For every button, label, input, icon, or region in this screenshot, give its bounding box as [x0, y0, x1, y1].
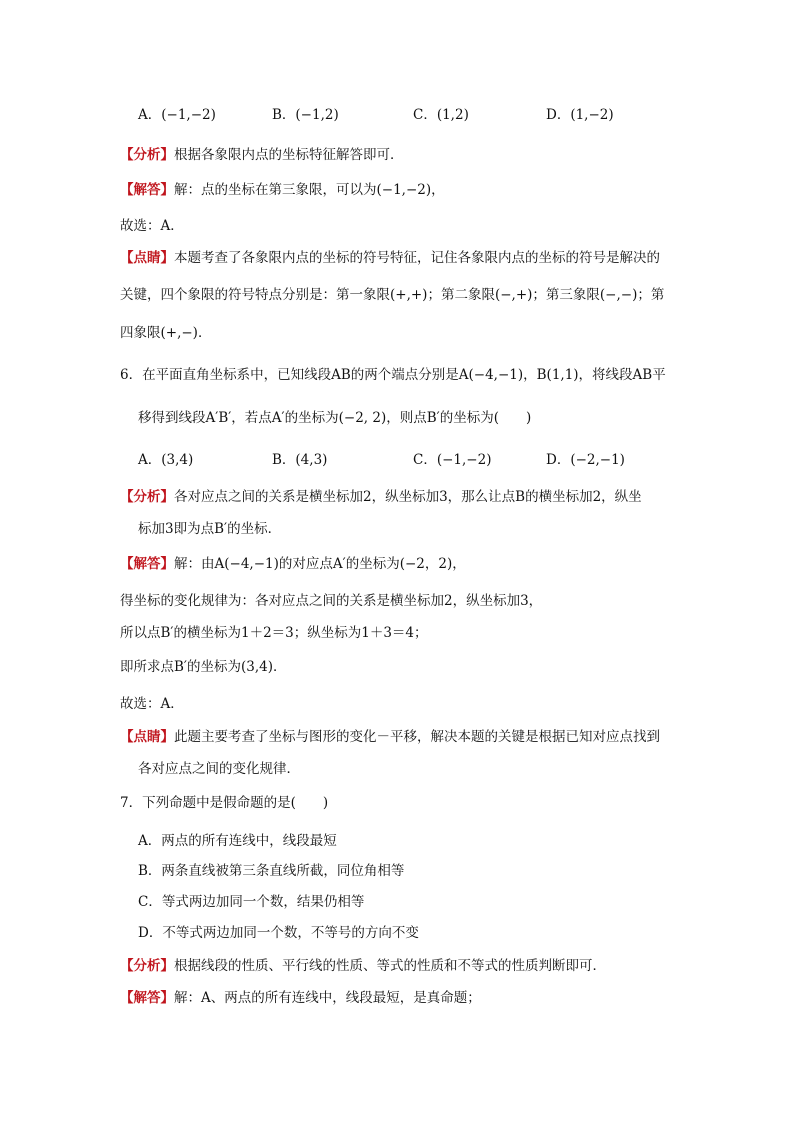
- q7-analysis: [120, 956, 606, 976]
- q5-analysis: [120, 145, 404, 165]
- q6-option-b: B．(4,3): [272, 452, 328, 468]
- q5-answer: [120, 180, 445, 200]
- comment-tag: 【点睛】: [120, 729, 174, 745]
- q6-comment-line-1: [120, 727, 660, 747]
- q6-analysis-text-1: 各对应点之间的关系是横坐标加2，纵坐标加3，那么让点B的横坐标加2，纵坐: [174, 489, 642, 505]
- q5-comment-line-3: 四象限(+,−)．: [120, 325, 212, 341]
- q6-option-d: D．(−2,−1): [546, 452, 625, 468]
- q6-answer-line-4: 即所求点B′的坐标为(3,4)．: [120, 659, 287, 675]
- q6-answer-text-1: 解：由A(−4,−1)的对应点A′的坐标为(−2，2)，: [174, 556, 466, 572]
- q7-option-c: C．等式两边加同一个数，结果仍相等: [138, 894, 365, 910]
- q7-answer: [120, 988, 481, 1008]
- comment-tag: 【点睛】: [120, 250, 174, 266]
- q6-answer-line-1: [120, 554, 466, 574]
- q5-option-d: D．(1,−2): [546, 107, 614, 123]
- q6-answer-line-2: 得坐标的变化规律为：各对应点之间的关系是横坐标加2，纵坐标加3，: [120, 593, 543, 609]
- q6-stem-line-1: 6．在平面直角坐标系中，已知线段AB的两个端点分别是A(−4,−1)，B(1,1)，将线段AB平: [120, 367, 666, 383]
- q5-option-a: A．(−1,−2): [138, 107, 216, 123]
- q6-option-c: C．(−1,−2): [413, 452, 492, 468]
- answer-tag: 【解答】: [120, 990, 174, 1006]
- q6-comment-text-1: 此题主要考查了坐标与图形的变化－平移，解决本题的关键是根据已知对应点找到: [174, 729, 660, 745]
- q6-choice: 故选：A．: [120, 696, 184, 712]
- q5-comment-line-1: [120, 248, 660, 268]
- q5-comment-line-2: 关键，四个象限的符号特点分别是：第一象限(+,+)；第二象限(−,+)；第三象限(−,−)；第: [120, 287, 665, 303]
- q5-option-c: C．(1,2): [413, 107, 469, 123]
- answer-tag: 【解答】: [120, 556, 174, 572]
- q6-stem-line-2: 移得到线段A′B′，若点A′的坐标为(−2, 2)，则点B′的坐标为( ): [138, 410, 532, 426]
- analysis-tag: 【分析】: [120, 958, 174, 974]
- q6-answer-line-3: 所以点B′的横坐标为1＋2＝3；纵坐标为1＋3＝4；: [120, 625, 428, 641]
- q5-option-b: B．(−1,2): [272, 107, 339, 123]
- q6-analysis-line-2: 标加3即为点B′的坐标．: [138, 521, 282, 537]
- analysis-tag: 【分析】: [120, 489, 174, 505]
- q7-stem: 7．下列命题中是假命题的是( ): [120, 795, 329, 811]
- q5-choice: 故选：A．: [120, 218, 184, 234]
- q5-answer-text: 解：点的坐标在第三象限，可以为(−1,−2)，: [174, 182, 445, 198]
- q6-analysis-line-1: [120, 487, 642, 507]
- q7-option-d: D．不等式两边加同一个数，不等号的方向不变: [138, 925, 419, 941]
- q7-analysis-text: 根据线段的性质、平行线的性质、等式的性质和不等式的性质判断即可．: [174, 958, 606, 974]
- q6-comment-line-2: 各对应点之间的变化规律．: [138, 761, 300, 777]
- q6-option-a: A．(3,4): [138, 452, 194, 468]
- answer-tag: 【解答】: [120, 182, 174, 198]
- q7-option-b: B．两条直线被第三条直线所截，同位角相等: [138, 863, 405, 879]
- q5-analysis-text: 根据各象限内点的坐标特征解答即可．: [174, 147, 404, 163]
- q7-option-a: A．两点的所有连线中，线段最短: [138, 833, 337, 849]
- q7-answer-text: 解：A、两点的所有连线中，线段最短，是真命题；: [174, 990, 481, 1006]
- analysis-tag: 【分析】: [120, 147, 174, 163]
- q5-comment-text-1: 本题考查了各象限内点的坐标的符号特征，记住各象限内点的坐标的符号是解决的: [174, 250, 660, 266]
